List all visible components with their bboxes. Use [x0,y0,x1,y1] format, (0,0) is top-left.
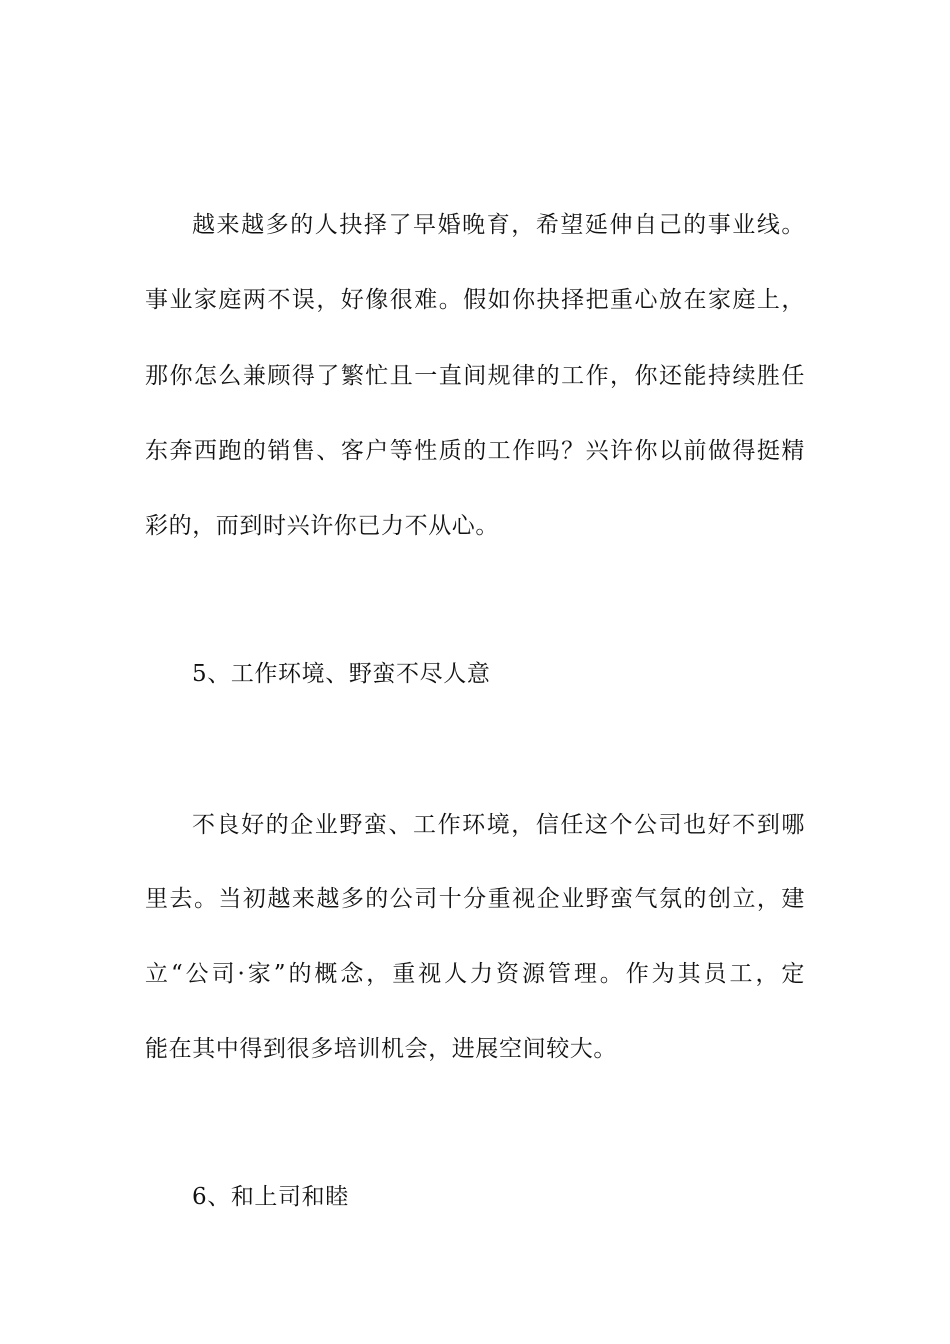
paragraph-line: 东奔西跑的销售、客户等性质的工作吗？兴许你以前做得挺精 [145,438,805,464]
section-heading: 5、工作环境、野蛮不尽人意 [192,661,491,687]
paragraph-line: 那你怎么兼顾得了繁忙且一直间规律的工作，你还能持续胜任 [145,363,805,389]
paragraph-line: 越来越多的人抉择了早婚晚育，希望延伸自己的事业线。 [192,212,805,238]
paragraph-line: 能在其中得到很多培训机会，进展空间较大。 [145,1036,617,1062]
paragraph-line: 不良好的企业野蛮、工作环境，信任这个公司也好不到哪 [192,812,805,838]
paragraph-line: 里去。当初越来越多的公司十分重视企业野蛮气氛的创立，建 [145,886,805,912]
section-heading: 6、和上司和睦 [192,1184,349,1210]
paragraph-line: 事业家庭两不误，好像很难。假如你抉择把重心放在家庭上， [145,287,805,313]
paragraph-line: 立“公司·家”的概念，重视人力资源管理。作为其员工，定 [145,961,805,987]
paragraph-line: 彩的，而到时兴许你已力不从心。 [145,513,499,539]
